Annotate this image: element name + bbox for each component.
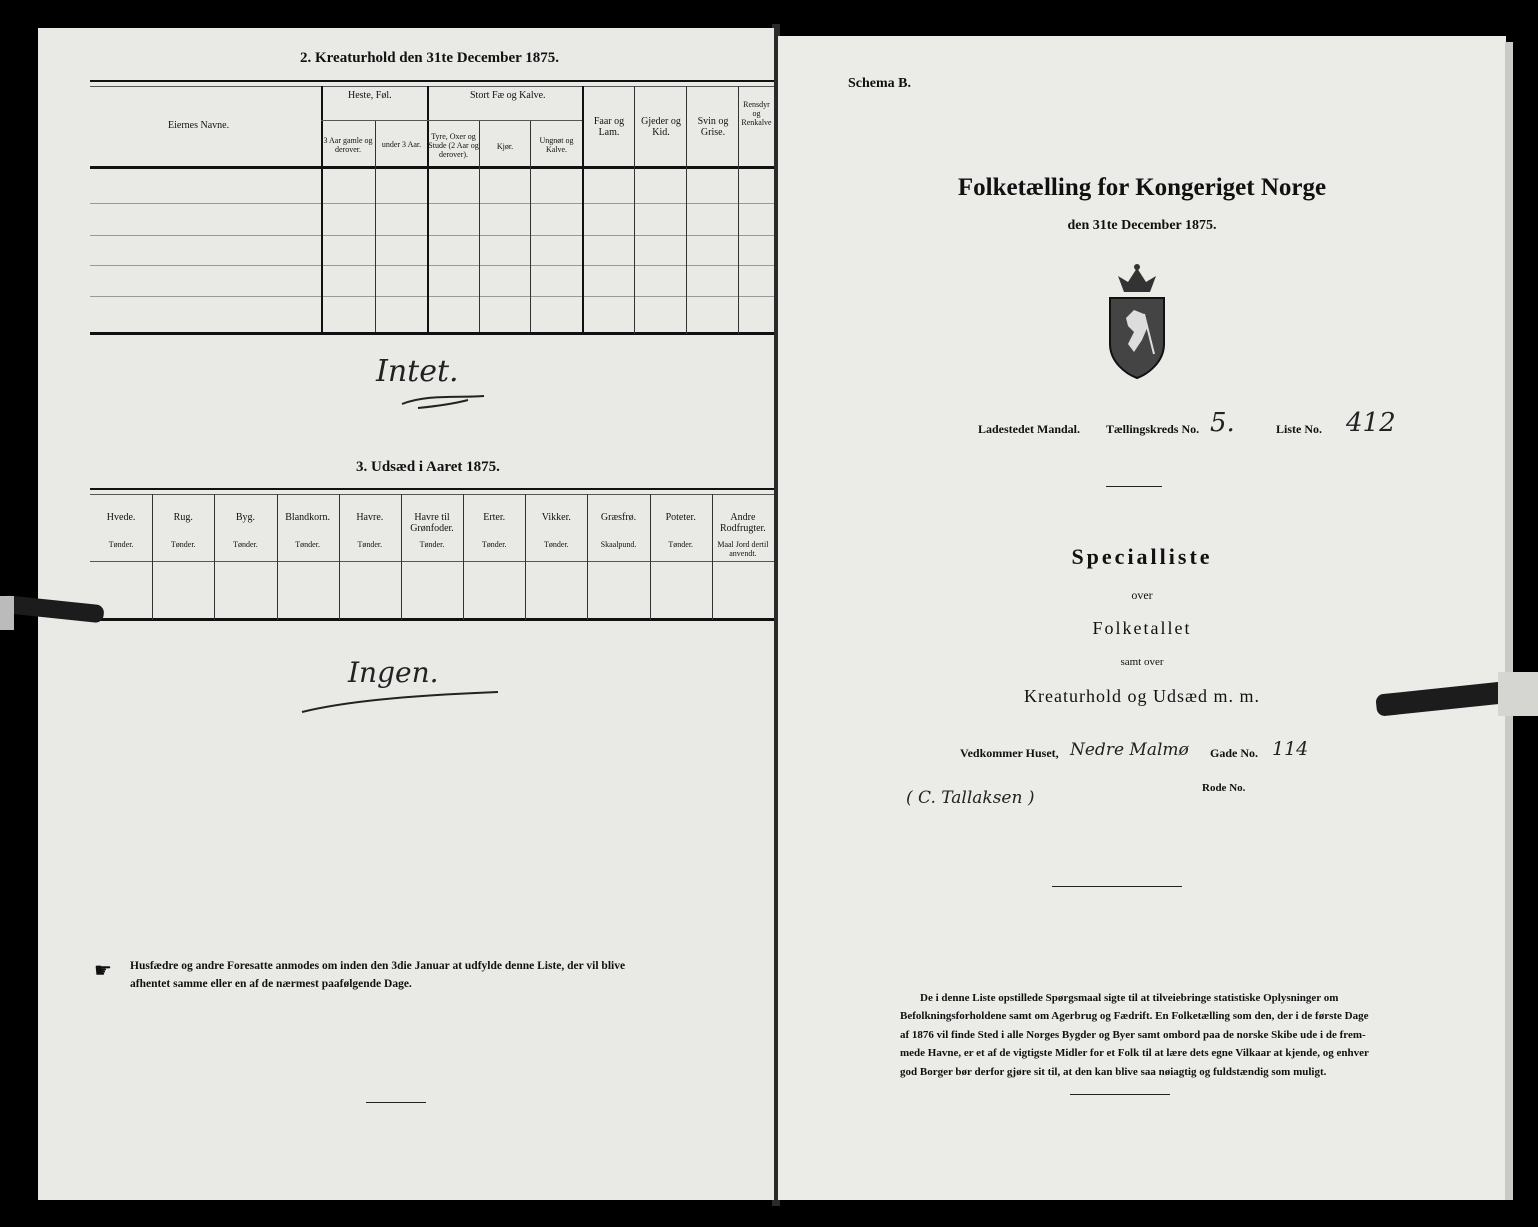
seed-column-name: Poteter.	[665, 512, 696, 523]
handwritten-underline	[298, 684, 508, 720]
footer-line: af 1876 vil finde Sted i alle Norges Bygder og Byer samt ombord paa de norske Skibe ude i de frem-	[900, 1028, 1366, 1041]
rensdyr-header: Rensdyr og Renkalve	[741, 100, 772, 127]
right-page	[778, 36, 1506, 1200]
footer-text	[900, 989, 1369, 1081]
heste-3aar-header: 3 Aar gamle og derover.	[323, 136, 373, 154]
seed-column-unit: Skaalpund.	[600, 540, 637, 549]
right-divider-2	[1052, 886, 1182, 887]
norwegian-coat-of-arms-icon	[1104, 262, 1170, 382]
handwritten-flourish	[398, 390, 488, 412]
livestock-handwritten-entry: Intet.	[376, 354, 459, 389]
rode-label: Rode No.	[1202, 782, 1246, 794]
liste-label: Liste No.	[1276, 422, 1322, 436]
faar-header: Faar og Lam.	[593, 116, 625, 138]
seed-column-unit: Tønder.	[481, 540, 507, 549]
right-divider-1	[1106, 486, 1162, 487]
folketallet-heading: Folketallet	[1092, 618, 1192, 638]
ungnot-header: Ungnøt og Kalve.	[539, 136, 574, 154]
vedkommer-label: Vedkommer Huset,	[960, 746, 1059, 760]
left-page-divider	[366, 1102, 426, 1103]
section3-title: 3. Udsæd i Aaret 1875.	[356, 459, 500, 475]
samt-over-text: samt over	[1120, 656, 1164, 668]
seed-column-name: Hvede.	[106, 512, 136, 523]
owner-names-header: Eiernes Navne.	[168, 120, 230, 131]
seed-column-unit: Tønder.	[544, 540, 569, 549]
seed-column-name: Græsfrø.	[600, 512, 637, 523]
kreaturhold-heading: Kreaturhold og Udsæd m. m.	[1024, 686, 1260, 706]
right-divider-3	[1070, 1094, 1170, 1095]
seed-column-unit: Tønder.	[357, 540, 383, 549]
seed-column-unit: Tønder.	[295, 540, 320, 549]
notice-line-2: afhentet samme eller en af de nærmest paafølgende Dage.	[130, 978, 412, 990]
seed-column-unit: Tønder.	[233, 540, 258, 549]
seed-column-unit: Tønder.	[170, 540, 196, 549]
left-clip-tab	[0, 596, 14, 630]
census-title: Folketælling for Kongeriget Norge	[957, 174, 1327, 201]
right-clip-tab	[1498, 672, 1538, 716]
seed-column-unit: Tønder.	[108, 540, 134, 549]
footer-line: De i denne Liste opstillede Spørgsmaal sigte til at tilveiebringe statistiske Oplysninger om	[920, 992, 1339, 1004]
seed-column-name: Rug.	[173, 512, 193, 523]
schema-label: Schema B.	[848, 76, 911, 91]
gjeder-header: Gjeder og Kid.	[641, 116, 681, 138]
tyre-header: Tyre, Oxer og Stude (2 Aar og derover).	[428, 132, 479, 159]
over-text-1: over	[1131, 588, 1153, 602]
seed-handwritten-entry: Ingen.	[348, 656, 439, 689]
kreds-value: 5.	[1210, 408, 1235, 438]
seed-column-unit: Tønder.	[668, 540, 694, 549]
seed-column-unit: Tønder.	[419, 540, 445, 549]
seed-column-name: Havre til Grønfoder.	[410, 512, 454, 534]
svin-header: Svin og Grise.	[697, 116, 729, 138]
vedkommer-value: Nedre Malmø	[1070, 740, 1189, 760]
heste-under3-header: under 3 Aar.	[381, 140, 422, 149]
notice-line-1: Husfædre og andre Foresatte anmodes om inden den 3die Januar at udfylde denne Liste, der vil blive	[130, 960, 626, 972]
seed-column-name: Byg.	[235, 512, 256, 523]
right-page-edge	[1505, 42, 1513, 1200]
seed-column-unit: Maal Jord dertil anvendt.	[717, 540, 769, 558]
pointing-hand-icon: ☛	[94, 960, 112, 982]
seed-column-name: Vikker.	[541, 512, 571, 523]
liste-value: 412	[1346, 408, 1396, 438]
seed-column-name: Erter.	[483, 512, 506, 523]
seed-column-name: Andre Rodfrugter.	[719, 512, 766, 534]
gade-value: 114	[1272, 738, 1309, 760]
footer-line: mede Havne, er et af de vigtigste Midler for et Folk til at lære dets egne Vilkaar at kjende, og enhver	[900, 1047, 1369, 1060]
section2-title: 2. Kreaturhold den 31te December 1875.	[300, 50, 559, 66]
census-date: den 31te December 1875.	[1067, 218, 1217, 233]
kjor-header: Kjør.	[496, 142, 514, 151]
kreds-label: Tællingskreds No.	[1106, 422, 1200, 436]
heste-header: Heste, Føl.	[348, 90, 392, 101]
seed-column-name: Havre.	[356, 512, 384, 523]
owner-handwritten: ( C. Tallaksen )	[906, 788, 1035, 808]
place-label: Ladestedet Mandal.	[978, 422, 1080, 436]
specialliste-heading: Specialliste	[1071, 544, 1213, 569]
left-page	[38, 28, 774, 1200]
stort-fae-header: Stort Fæ og Kalve.	[470, 90, 546, 101]
seed-column-name: Blandkorn.	[285, 512, 330, 523]
gade-label: Gade No.	[1210, 746, 1258, 760]
footer-line: Befolkningsforholdene samt om Agerbrug og Fædrift. En Folketælling som den, der i de første Dage	[900, 1010, 1369, 1023]
footer-line: god Borger bør derfor gjøre sit til, at den kan blive saa nøiagtig og fuldstændig som muligt.	[900, 1065, 1327, 1078]
